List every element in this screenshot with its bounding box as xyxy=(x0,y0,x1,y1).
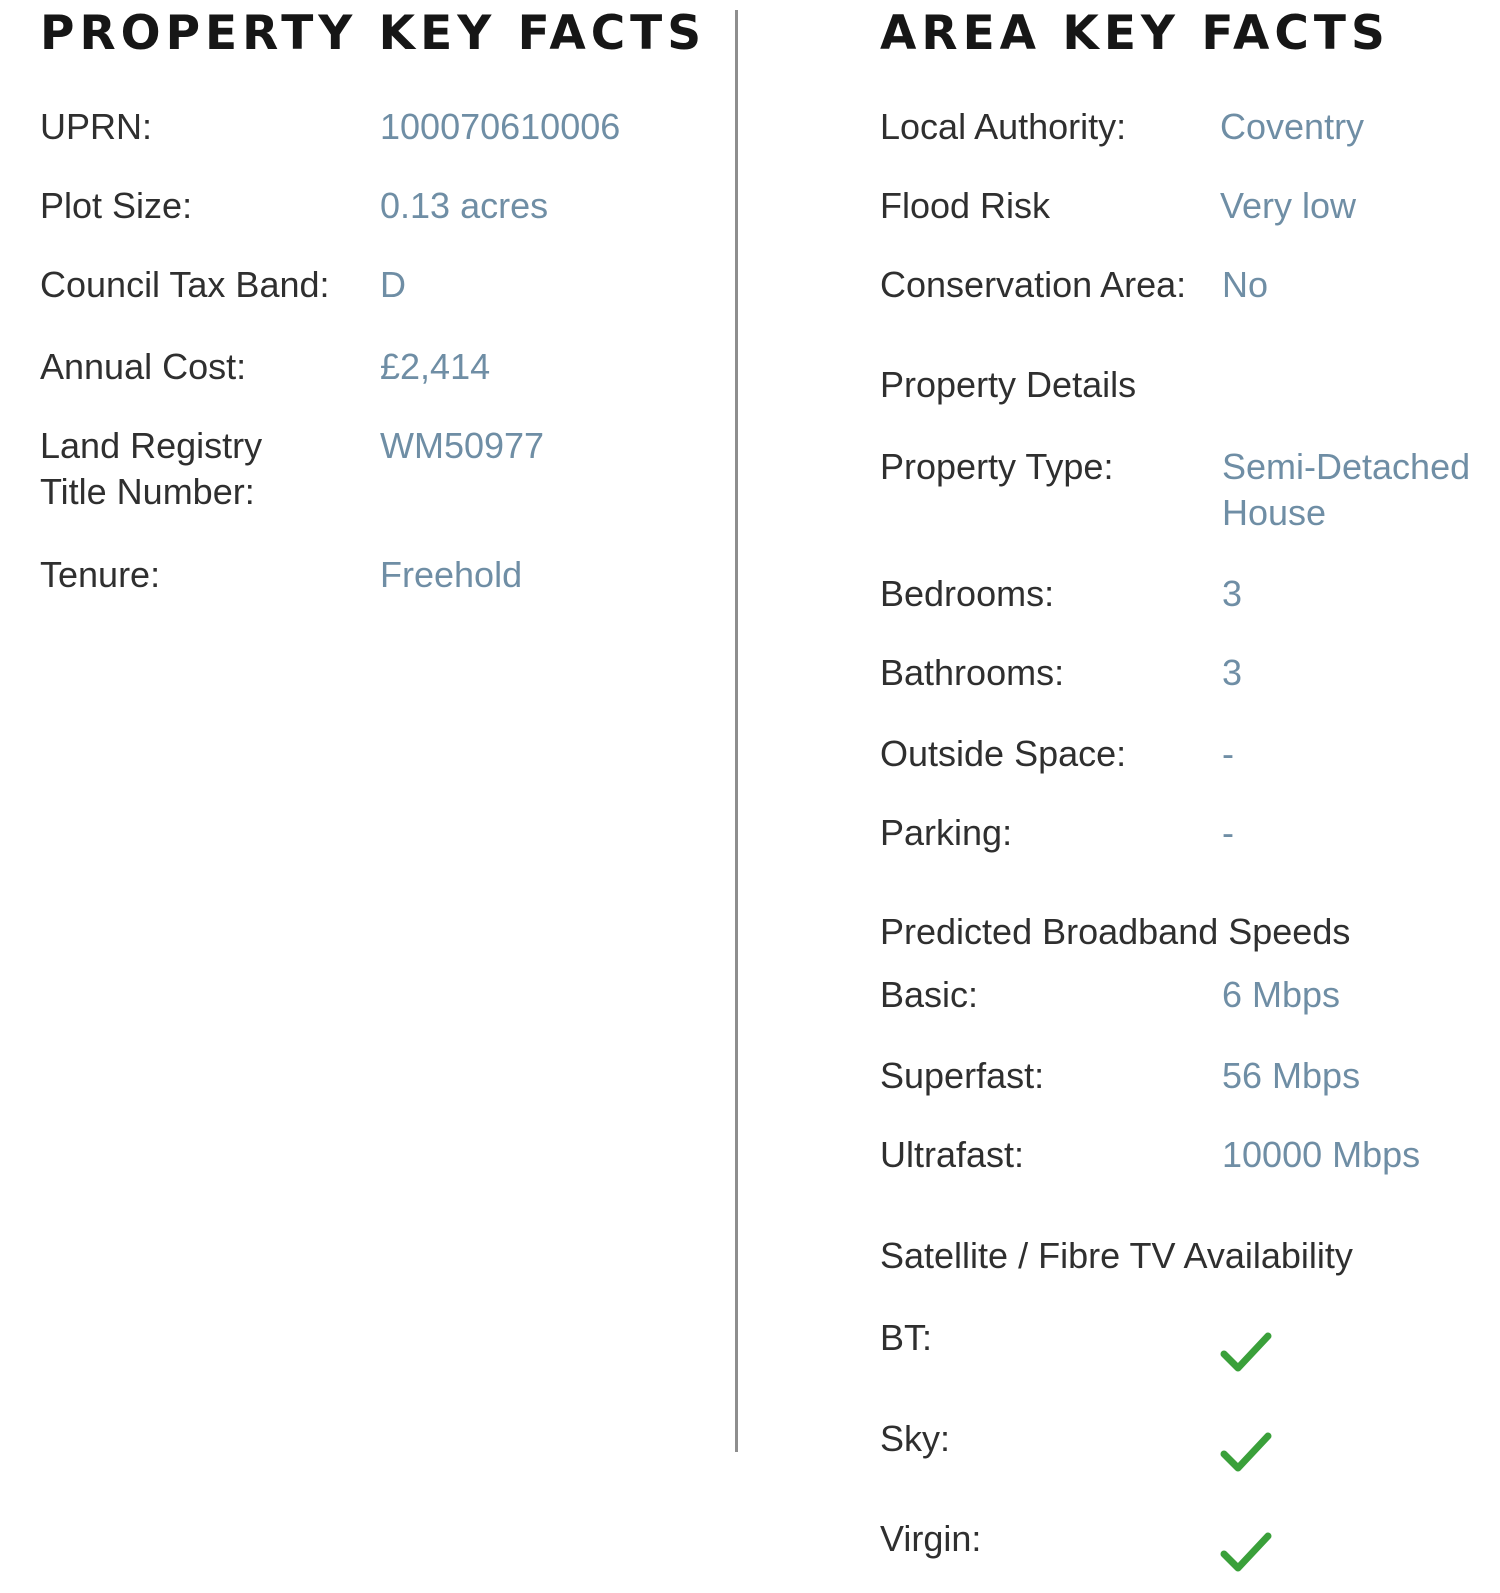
outside-space-label: Outside Space: xyxy=(880,733,1127,774)
broadband-speeds-title: Predicted Broadband Speeds xyxy=(880,911,1351,952)
title-number-label-line2: Title Number: xyxy=(40,471,255,512)
parking-value: - xyxy=(1222,812,1234,853)
bathrooms-value: 3 xyxy=(1222,652,1243,693)
bedrooms-label: Bedrooms: xyxy=(880,573,1055,614)
area-key-facts-heading: AREA KEY FACTS xyxy=(880,6,1390,61)
check-icon xyxy=(1220,1430,1272,1474)
superfast-speed-value: 56 Mbps xyxy=(1222,1055,1361,1096)
conservation-area-label: Conservation Area: xyxy=(880,264,1187,305)
local-authority-value: Coventry xyxy=(1220,106,1365,147)
uprn-value: 100070610006 xyxy=(380,106,621,147)
ultrafast-speed-label: Ultrafast: xyxy=(880,1134,1025,1175)
property-key-facts-heading: PROPERTY KEY FACTS xyxy=(40,6,707,61)
sky-label: Sky: xyxy=(880,1418,951,1459)
check-icon xyxy=(1220,1330,1272,1374)
basic-speed-value: 6 Mbps xyxy=(1222,974,1341,1015)
property-details-title: Property Details xyxy=(880,364,1137,405)
check-icon xyxy=(1220,1530,1272,1574)
plot-size-label: Plot Size: xyxy=(40,185,193,226)
column-divider xyxy=(735,10,738,1452)
annual-cost-label: Annual Cost: xyxy=(40,346,247,387)
tenure-value: Freehold xyxy=(380,554,523,595)
plot-size-value: 0.13 acres xyxy=(380,185,549,226)
local-authority-label: Local Authority: xyxy=(880,106,1127,147)
council-tax-band-label: Council Tax Band: xyxy=(40,264,330,305)
council-tax-band-value: D xyxy=(380,264,406,305)
tenure-label: Tenure: xyxy=(40,554,161,595)
bathrooms-label: Bathrooms: xyxy=(880,652,1065,693)
property-type-value-line1: Semi-Detached xyxy=(1222,446,1471,487)
uprn-label: UPRN: xyxy=(40,106,153,147)
basic-speed-label: Basic: xyxy=(880,974,979,1015)
parking-label: Parking: xyxy=(880,812,1013,853)
tv-availability-title: Satellite / Fibre TV Availability xyxy=(880,1235,1353,1276)
flood-risk-label: Flood Risk xyxy=(880,185,1051,226)
ultrafast-speed-value: 10000 Mbps xyxy=(1222,1134,1421,1175)
virgin-label: Virgin: xyxy=(880,1518,982,1559)
flood-risk-value: Very low xyxy=(1220,185,1357,226)
title-number-value: WM50977 xyxy=(380,425,545,466)
conservation-area-value: No xyxy=(1222,264,1269,305)
property-type-value-line2: House xyxy=(1222,492,1327,533)
bt-label: BT: xyxy=(880,1317,933,1358)
bedrooms-value: 3 xyxy=(1222,573,1243,614)
title-number-label-line1: Land Registry xyxy=(40,425,263,466)
annual-cost-value: £2,414 xyxy=(380,346,491,387)
superfast-speed-label: Superfast: xyxy=(880,1055,1045,1096)
outside-space-value: - xyxy=(1222,733,1234,774)
property-type-label: Property Type: xyxy=(880,446,1114,487)
